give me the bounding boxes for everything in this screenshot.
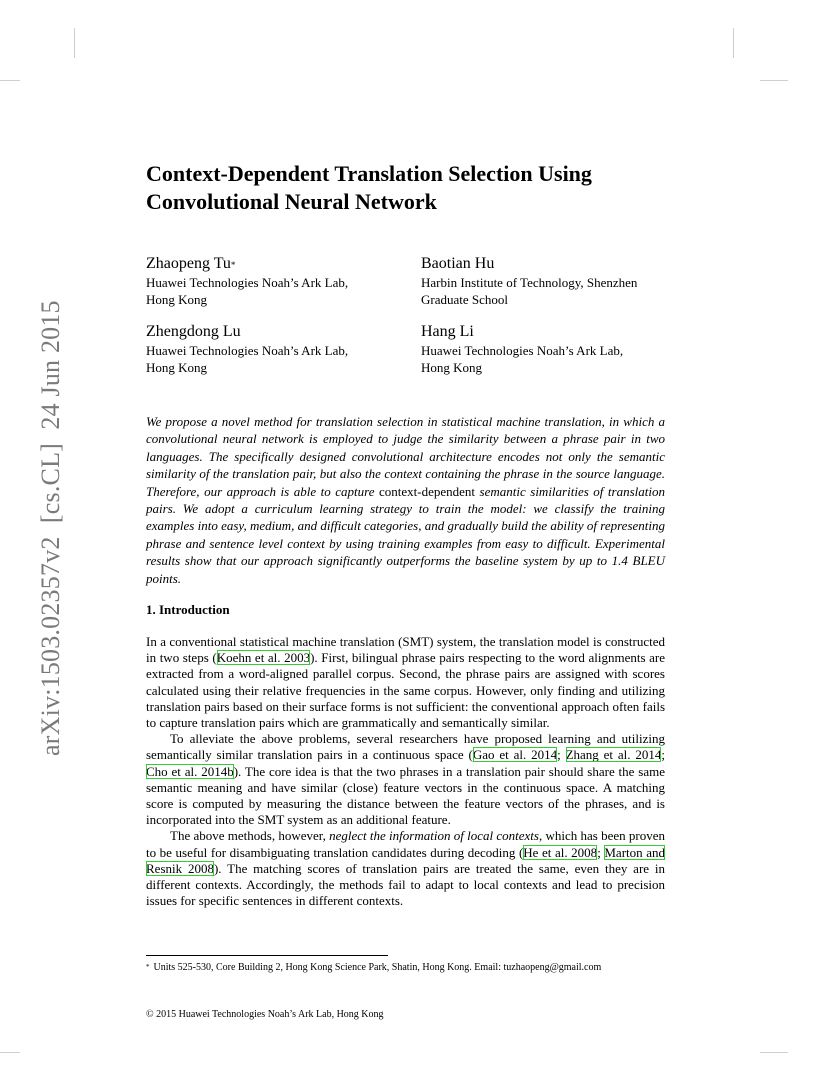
emphasis-text: neglect the information of local contexts — [329, 828, 539, 844]
author-affiliation: Hong Kong — [146, 292, 208, 307]
paragraph-text: To alleviate the above problems, several researchers have proposed learning and utilizing semantically similar translation pairs in a continuous space ( — [146, 731, 665, 763]
footnote-text: Units 525-530, Core Building 2, Hong Kong Science Park, Shatin, Hong Kong. Email: tuzhaopeng@gmail.com — [153, 962, 602, 973]
author-affiliation: Hong Kong — [421, 360, 483, 375]
crop-mark — [74, 28, 75, 58]
paragraph-text: ). The matching scores of translation pairs are treated the same, even they are in different contexts. Accordingly, the methods fail to adapt to local contexts and lead to precision issues for specific sentences in different contexts. — [146, 860, 665, 909]
paragraph — [146, 828, 665, 909]
paragraph-text: ). The core idea is that the two phrases in a translation pair should share the same semantic meaning and have similar (close) feature vectors in the continuous space. A matching score is computed by measuring the distance between the feature vectors of the phrases, and is incorporated into the SMT system as an additional feature. — [146, 763, 665, 828]
author-name: Baotian Hu — [421, 255, 495, 272]
citation-separator: ; — [661, 747, 665, 763]
section-body — [146, 634, 665, 909]
author-affiliation: Hong Kong — [146, 360, 208, 375]
author-affiliation: Harbin Institute of Technology, Shenzhen — [421, 275, 638, 290]
author-block — [146, 254, 416, 308]
footnote-marker: * — [146, 963, 150, 971]
citation-separator: ; — [557, 747, 566, 763]
footnote-marker: * — [230, 260, 236, 270]
title-line: Convolutional Neural Network — [146, 189, 437, 214]
paper-title — [146, 160, 706, 216]
crop-mark — [733, 28, 734, 58]
citation-link[interactable]: Koehn et al. 2003 — [216, 650, 311, 666]
paragraph-text: In a conventional statistical machine translation (SMT) system, the translation model is constructed in two steps ( — [146, 634, 665, 666]
footnote — [146, 961, 601, 974]
crop-mark — [0, 80, 20, 81]
copyright-notice: © 2015 Huawei Technologies Noah’s Ark Lab, Hong Kong — [146, 1009, 384, 1020]
abstract-emphasis: context-dependent — [379, 483, 476, 499]
paragraph-text: The above methods, however, — [170, 828, 330, 844]
author-name — [146, 254, 416, 274]
author-affiliation: Huawei Technologies Noah’s Ark Lab, — [421, 343, 624, 358]
crop-mark — [760, 80, 788, 81]
citation-link[interactable]: Gao et al. 2014 — [472, 747, 558, 763]
arxiv-stamp: arXiv:1503.02357v2 [cs.CL] 24 Jun 2015 — [36, 300, 65, 756]
author-block — [421, 254, 691, 308]
abstract — [146, 413, 665, 587]
footnote-rule — [146, 955, 388, 956]
abstract-text: semantic similarities of translation pairs. We adopt a curriculum learning strategy to train the model: we classify the training examples into easy, medium, and difficult categories, and gradually build the ability of representing phrase and sentence level context by using training examples from easy to difficult. Experimental results show that our approach significantly outperforms the baseline system by up to 1.4 BLEU points. — [146, 483, 665, 586]
author-affiliation: Huawei Technologies Noah’s Ark Lab, — [146, 275, 349, 290]
author-affiliation: Graduate School — [421, 292, 509, 307]
author-name: Zhengdong Lu — [146, 323, 241, 340]
paragraph-text: ). First, bilingual phrase pairs respecting to the word alignments are extracted from a word-aligned parallel corpus. Second, the phrase pairs are assigned with scores calculated using their relative frequencies in the same corpus. However, only finding and utilizing translation pairs based on their surface forms is not sufficient: the conventional approach often fails to capture translation pairs which are grammatically and semantically similar. — [146, 650, 665, 731]
citation-link[interactable]: Cho et al. 2014b — [146, 763, 234, 779]
section-heading: 1. Introduction — [146, 602, 230, 617]
paragraph-text: , which has been proven to be useful for disambiguating translation candidates during decoding ( — [146, 828, 665, 860]
author-block — [146, 322, 416, 376]
author-name: Hang Li — [421, 323, 474, 340]
crop-mark — [0, 1052, 20, 1053]
citation-link[interactable]: He et al. 2008 — [523, 844, 598, 860]
paragraph — [146, 731, 665, 828]
citation-link[interactable]: Zhang et al. 2014 — [565, 747, 662, 763]
paragraph — [146, 634, 665, 731]
author-affiliation: Huawei Technologies Noah’s Ark Lab, — [146, 343, 349, 358]
citation-separator: ; — [597, 844, 605, 860]
citation-link[interactable]: Marton and Resnik 2008 — [146, 844, 665, 876]
abstract-text: We propose a novel method for translation selection in statistical machine translation, in which a convolutional neural network is employed to judge the similarity between a phrase pair in two languages. The specifically designed convolutional architecture encodes not only the semantic similarity of the translation pair, but also the context containing the phrase in the source language. Therefore, our approach is able to capture — [146, 414, 665, 499]
title-line: Context-Dependent Translation Selection Using — [146, 161, 592, 186]
crop-mark — [760, 1052, 788, 1053]
author-block — [421, 322, 691, 376]
author-name-text: Zhaopeng Tu — [146, 255, 231, 272]
